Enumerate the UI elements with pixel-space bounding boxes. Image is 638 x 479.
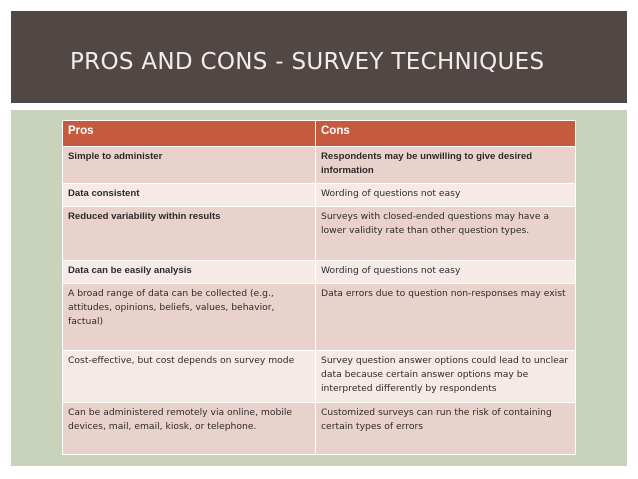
slide-title: PROS AND CONS - SURVEY TECHNIQUES bbox=[70, 49, 545, 75]
table-row bbox=[63, 261, 576, 284]
table-row bbox=[63, 147, 576, 184]
pros-cell: Data can be easily analysis bbox=[63, 261, 316, 284]
pros-cons-table bbox=[62, 120, 576, 455]
table-row bbox=[63, 351, 576, 403]
cons-cell: Wording of questions not easy bbox=[316, 261, 576, 284]
cons-cell: Respondents may be unwilling to give desired information bbox=[316, 147, 576, 184]
table-header-row bbox=[63, 121, 576, 147]
pros-cell: Can be administered remotely via online, mobile devices, mail, email, kiosk, or telephone. bbox=[63, 403, 316, 455]
cons-cell: Customized surveys can run the risk of containing certain types of errors bbox=[316, 403, 576, 455]
pros-cell: Simple to administer bbox=[63, 147, 316, 184]
pros-header: Pros bbox=[63, 121, 316, 147]
cons-cell: Wording of questions not easy bbox=[316, 184, 576, 207]
table-row bbox=[63, 207, 576, 261]
cons-cell: Surveys with closed-ended questions may have a lower validity rate than other question types. bbox=[316, 207, 576, 261]
cons-header: Cons bbox=[316, 121, 576, 147]
pros-cell: Reduced variability within results bbox=[63, 207, 316, 261]
pros-cell: A broad range of data can be collected (e.g., attitudes, opinions, beliefs, values, behavior, factual) bbox=[63, 284, 316, 351]
pros-cell: Cost-effective, but cost depends on survey mode bbox=[63, 351, 316, 403]
table-row bbox=[63, 284, 576, 351]
table-row bbox=[63, 403, 576, 455]
cons-cell: Survey question answer options could lead to unclear data because certain answer options may be interpreted differently by respondents bbox=[316, 351, 576, 403]
pros-cell: Data consistent bbox=[63, 184, 316, 207]
cons-cell: Data errors due to question non-responses may exist bbox=[316, 284, 576, 351]
table-row bbox=[63, 184, 576, 207]
